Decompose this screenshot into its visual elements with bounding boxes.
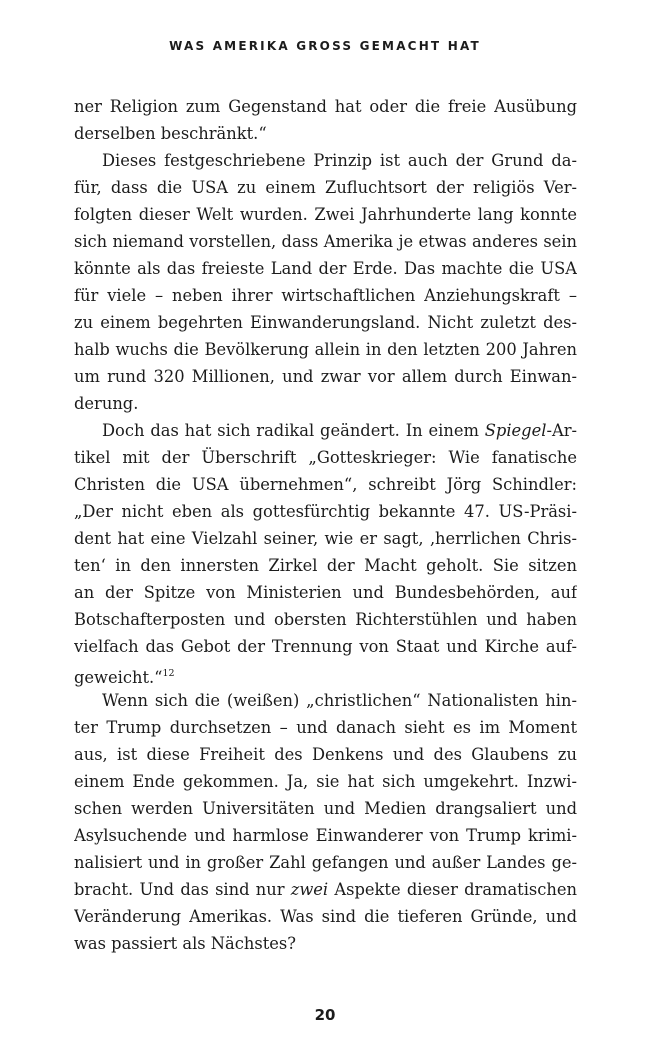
text-line: derung. bbox=[74, 394, 139, 413]
text-line: „Der nicht eben als gottesfürchtig bekannte 47. US-Präsi- bbox=[74, 502, 577, 521]
footnote-marker: 12 bbox=[162, 668, 175, 679]
running-head: WAS AMERIKA GROSS GEMACHT HAT bbox=[169, 39, 481, 53]
text-line: für, dass die USA zu einem Zufluchtsort der religiös Ver- bbox=[74, 178, 577, 197]
text-line: ner Religion zum Gegenstand hat oder die freie Ausübung bbox=[74, 97, 577, 116]
text-line: Dieses festgeschriebene Prinzip ist auch der Grund da- bbox=[102, 151, 577, 170]
text-line: für viele – neben ihrer wirtschaftlichen Anziehungskraft – bbox=[74, 286, 577, 305]
text-line: tikel mit der Überschrift „Gotteskrieger: Wie fanatische bbox=[74, 448, 577, 467]
text-line: ter Trump durchsetzen – und danach sieht es im Moment bbox=[74, 718, 577, 737]
text-line bbox=[74, 876, 577, 903]
text-line: aus, ist diese Freiheit des Denkens und des Glaubens zu bbox=[74, 745, 577, 764]
text-line: Christen die USA übernehmen“, schreibt Jörg Schindler: bbox=[74, 475, 577, 494]
text-line: derselben beschränkt.“ bbox=[74, 124, 267, 143]
body-text bbox=[74, 93, 577, 957]
text-line: ten‘ in den innersten Zirkel der Macht geholt. Sie sitzen bbox=[74, 556, 577, 575]
italic-term: Spiegel bbox=[484, 421, 547, 440]
text-line: folgten dieser Welt wurden. Zwei Jahrhunderte lang konnte bbox=[74, 205, 577, 224]
text-run: Doch das hat sich radikal geändert. In einem bbox=[102, 421, 485, 440]
italic-term: zwei bbox=[290, 880, 329, 899]
text-line bbox=[74, 417, 577, 444]
text-line: halb wuchs die Bevölkerung allein in den letzten 200 Jahren bbox=[74, 340, 577, 359]
text-line: an der Spitze von Ministerien und Bundesbehörden, auf bbox=[74, 583, 577, 602]
text-line: einem Ende gekommen. Ja, sie hat sich umgekehrt. Inzwi- bbox=[74, 772, 577, 791]
text-line: Asylsuchende und harmlose Einwanderer von Trump krimi- bbox=[74, 826, 577, 845]
text-line: Veränderung Amerikas. Was sind die tieferen Gründe, und bbox=[74, 907, 577, 926]
text-line: nalisiert und in großer Zahl gefangen und außer Landes ge- bbox=[74, 853, 577, 872]
text-line: zu einem begehrten Einwanderungsland. Nicht zuletzt des- bbox=[74, 313, 577, 332]
page-number: 20 bbox=[314, 1006, 336, 1024]
text-line: Wenn sich die (weißen) „christlichen“ Nationalisten hin- bbox=[102, 691, 577, 710]
text-line: schen werden Universitäten und Medien drangsaliert und bbox=[74, 799, 577, 818]
text-run: bracht. Und das sind nur bbox=[74, 880, 291, 899]
text-run: Aspekte dieser dramatischen bbox=[328, 880, 577, 899]
text-line: sich niemand vorstellen, dass Amerika je etwas anderes sein bbox=[74, 232, 577, 251]
text-line: könnte als das freieste Land der Erde. Das machte die USA bbox=[74, 259, 577, 278]
text-line: vielfach das Gebot der Trennung von Staat und Kirche auf- bbox=[74, 637, 577, 656]
text-run: geweicht.“ bbox=[74, 668, 163, 687]
text-line: was passiert als Nächstes? bbox=[74, 934, 296, 953]
text-line: um rund 320 Millionen, und zwar vor allem durch Einwan- bbox=[74, 367, 577, 386]
text-line: Botschafterposten und obersten Richterstühlen und haben bbox=[74, 610, 577, 629]
text-run: -Ar- bbox=[546, 421, 577, 440]
text-line: dent hat eine Vielzahl seiner, wie er sagt, ‚herrlichen Chris- bbox=[74, 529, 577, 548]
text-line bbox=[74, 660, 577, 687]
